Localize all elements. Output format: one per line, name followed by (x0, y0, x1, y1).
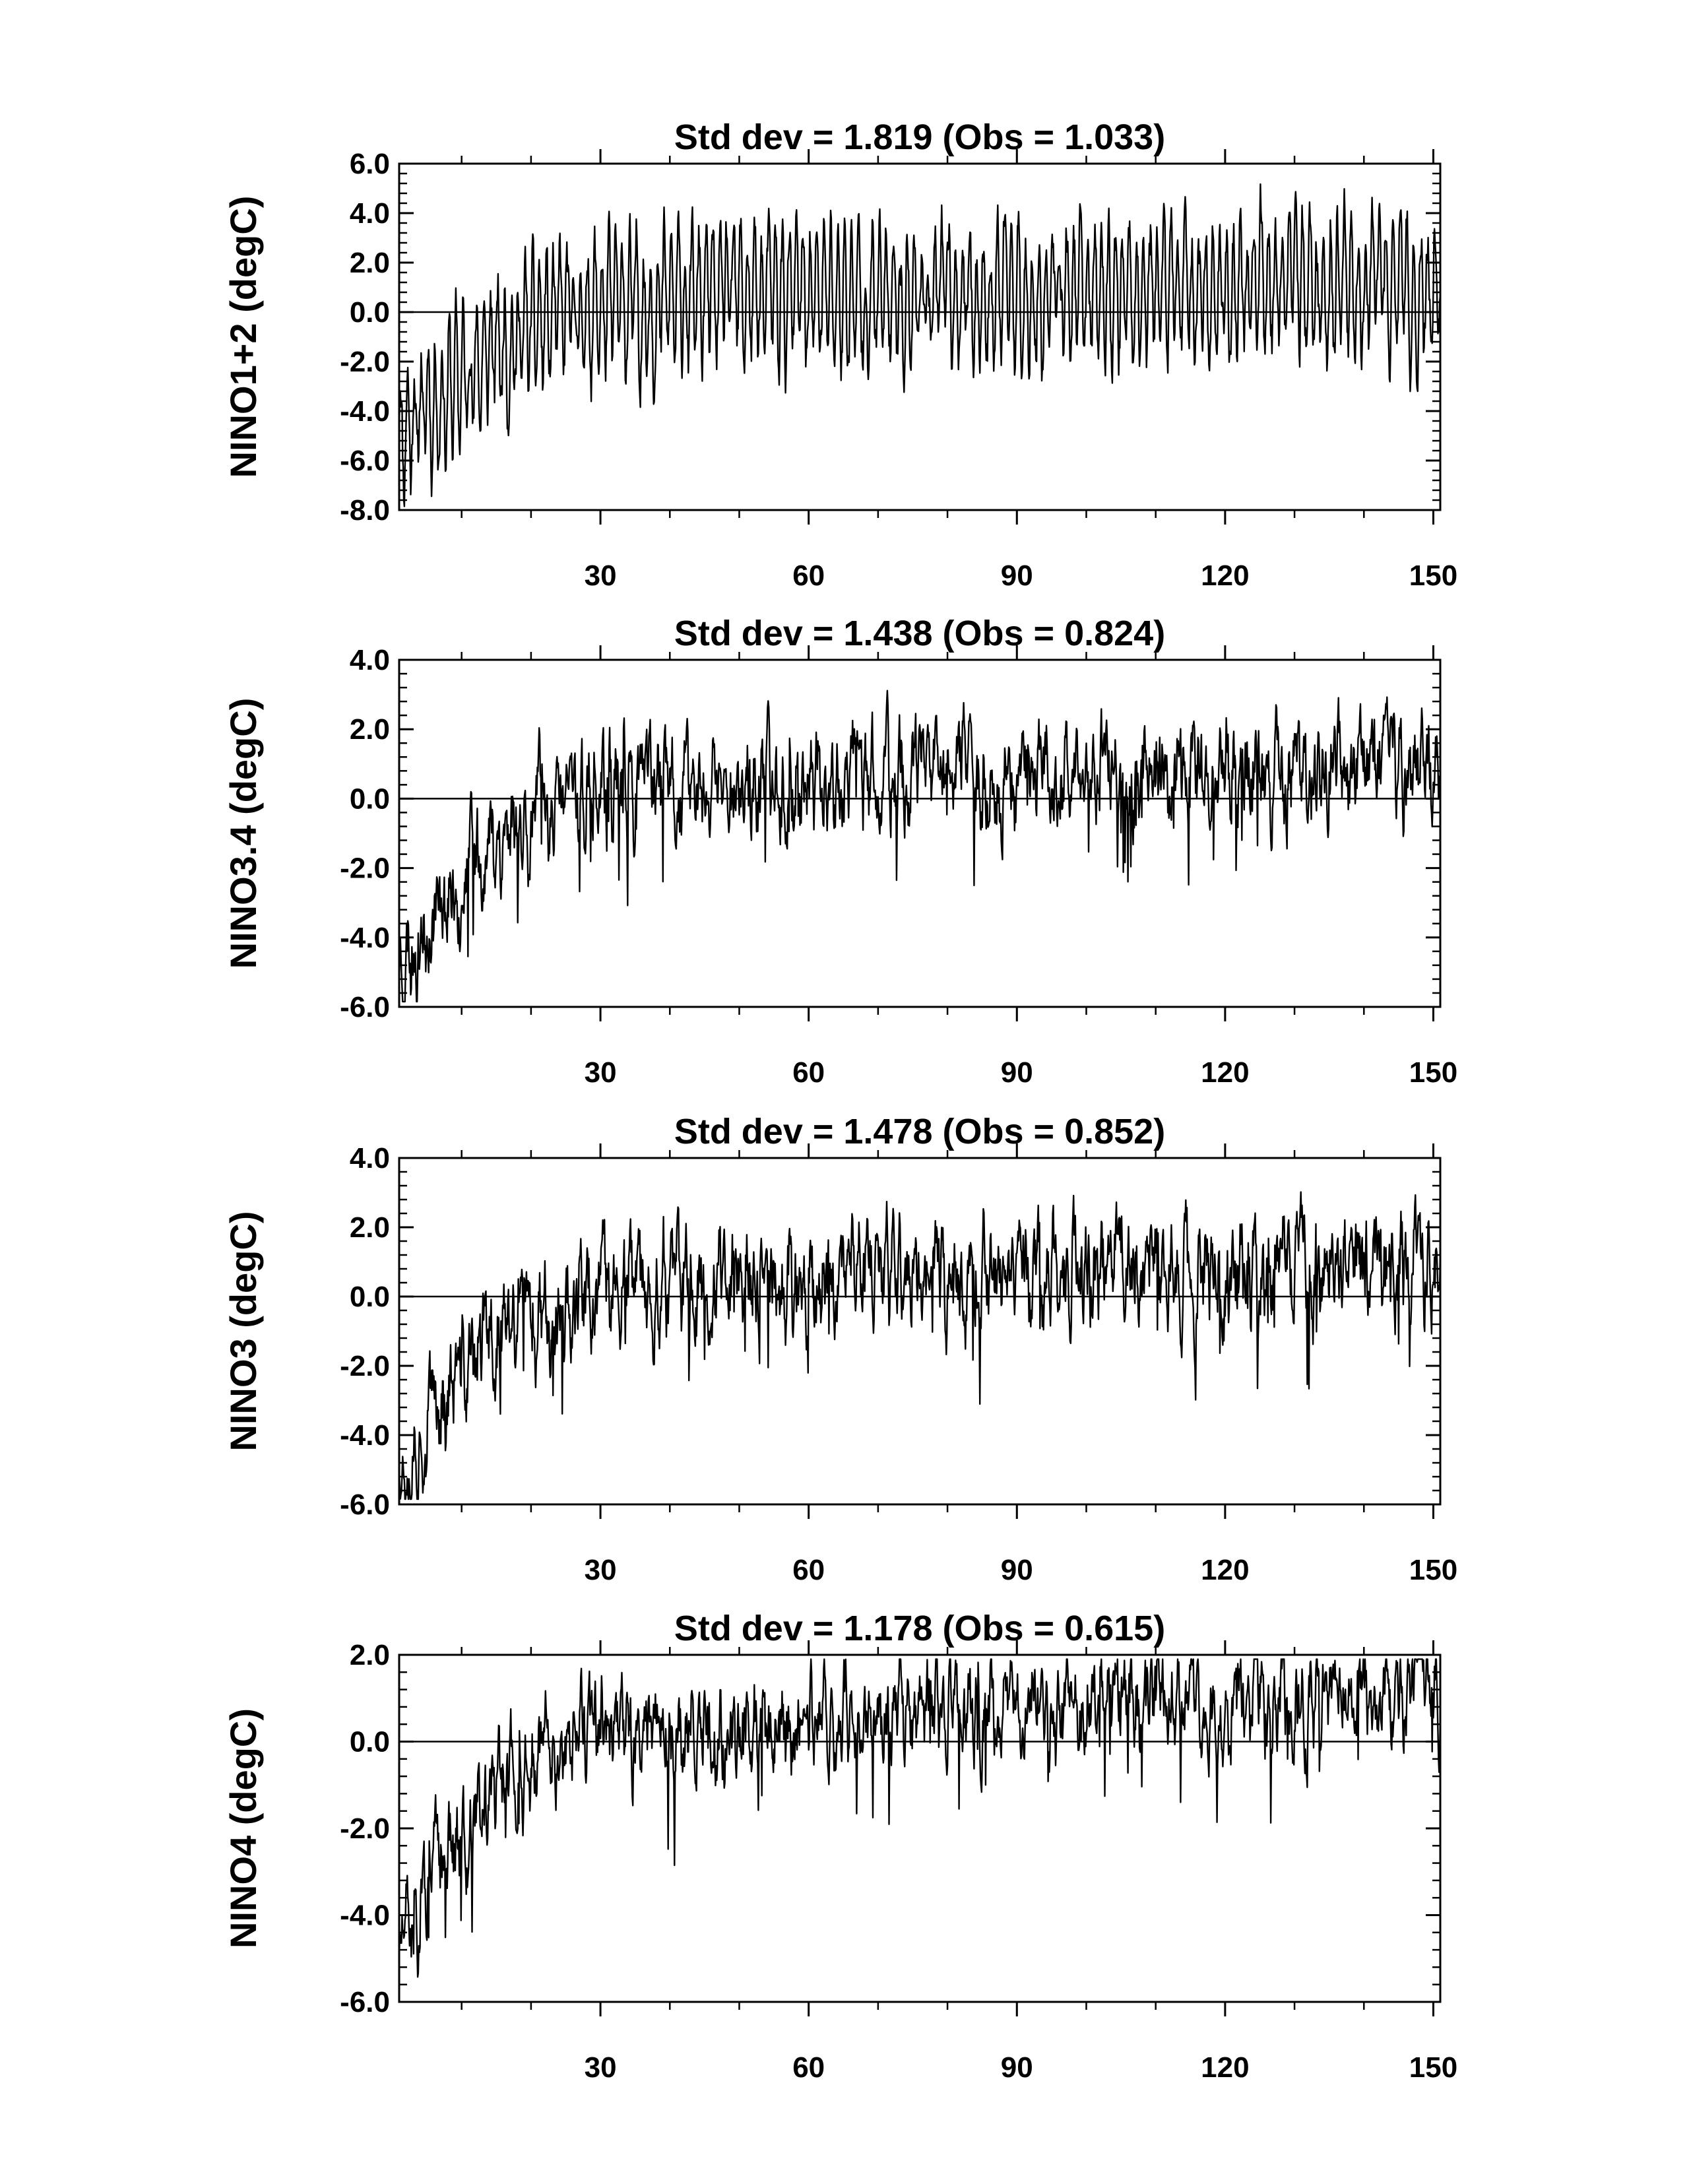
y-tick-label: 4.0 (349, 197, 390, 230)
x-tick-label: 120 (1201, 560, 1250, 592)
y-tick-label: 0.0 (349, 1281, 390, 1313)
plot-frame (399, 660, 1440, 1007)
x-tick-label: 30 (584, 1554, 617, 1586)
y-tick-label: -6.0 (340, 991, 390, 1023)
panel-1 (222, 117, 1457, 592)
y-tick-label: 4.0 (349, 1142, 390, 1174)
x-tick-label: 150 (1409, 1056, 1458, 1089)
y-axis-label: NINO1+2 (degC) (222, 195, 264, 478)
x-tick-label: 120 (1201, 2051, 1250, 2084)
x-tick-label: 150 (1409, 560, 1458, 592)
y-tick-label: -6.0 (340, 1489, 390, 1521)
panel-title: Std dev = 1.178 (Obs = 0.615) (674, 1609, 1166, 1648)
y-axis-label: NINO4 (degC) (222, 1708, 264, 1948)
x-tick-label: 60 (792, 2051, 825, 2084)
x-tick-label: 120 (1201, 1056, 1250, 1089)
panel-title: Std dev = 1.478 (Obs = 0.852) (674, 1112, 1166, 1151)
y-tick-label: -4.0 (340, 1899, 390, 1932)
y-tick-label: -4.0 (340, 395, 390, 428)
y-tick-label: 2.0 (349, 247, 390, 279)
x-tick-label: 150 (1409, 1554, 1458, 1586)
y-tick-label: 4.0 (349, 644, 390, 676)
y-axis-label: NINO3 (degC) (222, 1211, 264, 1452)
y-tick-label: -6.0 (340, 1986, 390, 2018)
y-tick-label: 2.0 (349, 713, 390, 746)
y-tick-label: 0.0 (349, 1725, 390, 1758)
x-tick-label: 90 (1000, 560, 1033, 592)
x-tick-label: 150 (1409, 2051, 1458, 2084)
series-line (399, 1192, 1440, 1500)
y-tick-label: -8.0 (340, 494, 390, 527)
x-tick-label: 30 (584, 2051, 617, 2084)
x-tick-label: 60 (792, 1554, 825, 1586)
panel-title: Std dev = 1.438 (Obs = 0.824) (674, 614, 1166, 653)
y-tick-label: -4.0 (340, 1419, 390, 1452)
x-tick-label: 90 (1000, 1056, 1033, 1089)
y-tick-label: 2.0 (349, 1639, 390, 1671)
y-tick-label: -6.0 (340, 445, 390, 477)
y-tick-label: -4.0 (340, 921, 390, 954)
series-line (399, 1659, 1440, 1977)
panel-title: Std dev = 1.819 (Obs = 1.033) (674, 117, 1166, 157)
x-tick-label: 90 (1000, 1554, 1033, 1586)
y-tick-label: 0.0 (349, 296, 390, 329)
y-tick-label: 0.0 (349, 783, 390, 816)
x-tick-label: 120 (1201, 1554, 1250, 1586)
y-tick-label: 2.0 (349, 1211, 390, 1244)
y-axis-label: NINO3.4 (degC) (222, 697, 264, 969)
y-tick-label: -2.0 (340, 852, 390, 885)
series-line (399, 184, 1440, 506)
x-tick-label: 30 (584, 560, 617, 592)
y-tick-label: -2.0 (340, 1350, 390, 1382)
panel-2 (222, 614, 1457, 1089)
panel-3 (222, 1112, 1457, 1586)
x-tick-label: 90 (1000, 2051, 1033, 2084)
y-tick-label: -2.0 (340, 1813, 390, 1845)
x-tick-label: 30 (584, 1056, 617, 1089)
series-line (399, 691, 1440, 1002)
x-tick-label: 60 (792, 1056, 825, 1089)
panel-4 (222, 1609, 1457, 2084)
y-tick-label: 6.0 (349, 148, 390, 180)
x-tick-label: 60 (792, 560, 825, 592)
y-tick-label: -2.0 (340, 346, 390, 378)
